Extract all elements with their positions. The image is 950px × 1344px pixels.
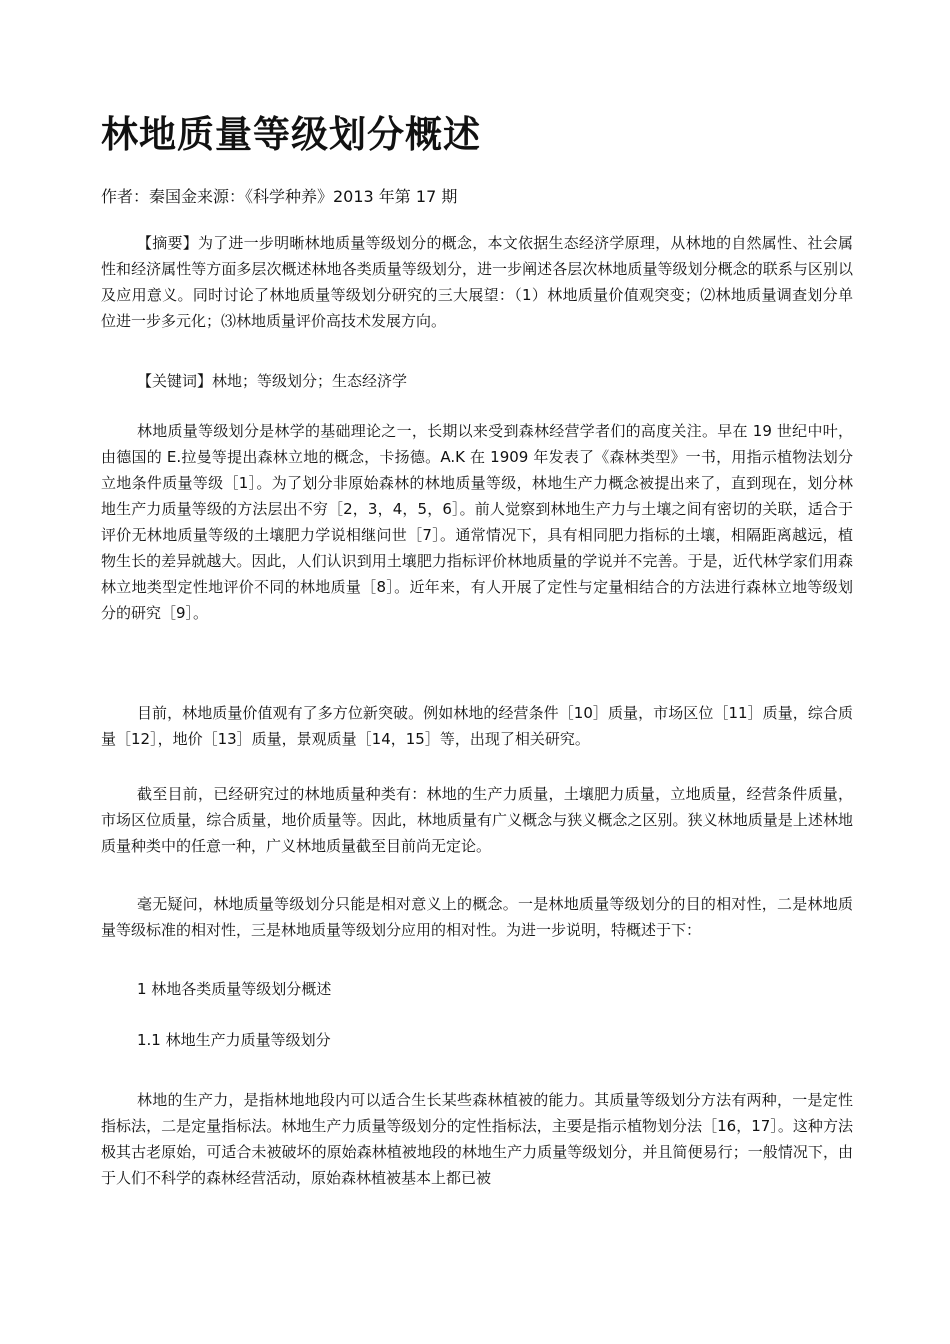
body-paragraph: 毫无疑问，林地质量等级划分只能是相对意义上的概念。一是林地质量等级划分的目的相对性，二是林地质量等级标准的相对性，三是林地质量等级划分应用的相对性。为进一步说明，特概述于下：: [101, 895, 853, 939]
body-paragraph: 林地质量等级划分是林学的基础理论之一，长期以来受到森林经营学者们的高度关注。早在 19 世纪中叶，由德国的 E.拉曼等提出森林立地的概念，卡扬德。A.K 在 1909 年发表了《森林类型》一书，用指示植物法划分立地条件质量等级［1］。为了划分非原始森林的林地质量等级，林地生产力概念被提出来了，直到现在，划分林地生产力质量等级的方法层出不穷［2，3，4，5，6］。前人觉察到林地生产力与土壤之间有密切的关联，适合于评价无林地质量等级的土壤肥力学说相继问世［7］。通常情况下，具有相同肥力指标的土壤，相隔距离越远，植物生长的差异就越大。因此，人们认识到用土壤肥力指标评价林地质量的学说并不完善。于是，近代林学家们用森林立地类型定性地评价不同的林地质量［8］。近年来，有人开展了定性与定量相结合的方法进行森林立地等级划分的研究［9］。: [101, 422, 853, 622]
section-heading: 1 林地各类质量等级划分概述: [137, 980, 332, 998]
abstract-paragraph: 【摘要】为了进一步明晰林地质量等级划分的概念，本文依据生态经济学原理，从林地的自然属性、社会属性和经济属性等方面多层次概述林地各类质量等级划分，进一步阐述各层次林地质量等级划分概念的联系与区别以及应用意义。同时讨论了林地质量等级划分研究的三大展望：（1）林地质量价值观突变；⑵林地质量调查划分单位进一步多元化；⑶林地质量评价高技术发展方向。: [101, 234, 853, 330]
body-paragraph: 截至目前，已经研究过的林地质量种类有：林地的生产力质量，土壤肥力质量，立地质量，经营条件质量，市场区位质量，综合质量，地价质量等。因此，林地质量有广义概念与狭义概念之区别。狭义林地质量是上述林地质量种类中的任意一种，广义林地质量截至目前尚无定论。: [101, 785, 853, 855]
article-title: 林地质量等级划分概述: [101, 113, 481, 156]
body-paragraph: 林地的生产力，是指林地地段内可以适合生长某些森林植被的能力。其质量等级划分方法有两种，一是定性指标法，二是定量指标法。林地生产力质量等级划分的定性指标法，主要是指示植物划分法［16，17］。这种方法极其古老原始，可适合未被破坏的原始森林植被地段的林地生产力质量等级划分，并且简便易行；一般情况下，由于人们不科学的森林经营活动，原始森林植被基本上都已被: [101, 1091, 853, 1187]
body-paragraph: 目前，林地质量价值观有了多方位新突破。例如林地的经营条件［10］质量，市场区位［11］质量，综合质量［12］，地价［13］质量，景观质量［14，15］等，出现了相关研究。: [101, 704, 853, 748]
subsection-heading: 1.1 林地生产力质量等级划分: [137, 1031, 331, 1049]
keywords-paragraph: 【关键词】林地；等级划分；生态经济学: [137, 372, 408, 390]
article-meta: 作者：秦国金来源：《科学种养》2013 年第 17 期: [101, 187, 458, 206]
